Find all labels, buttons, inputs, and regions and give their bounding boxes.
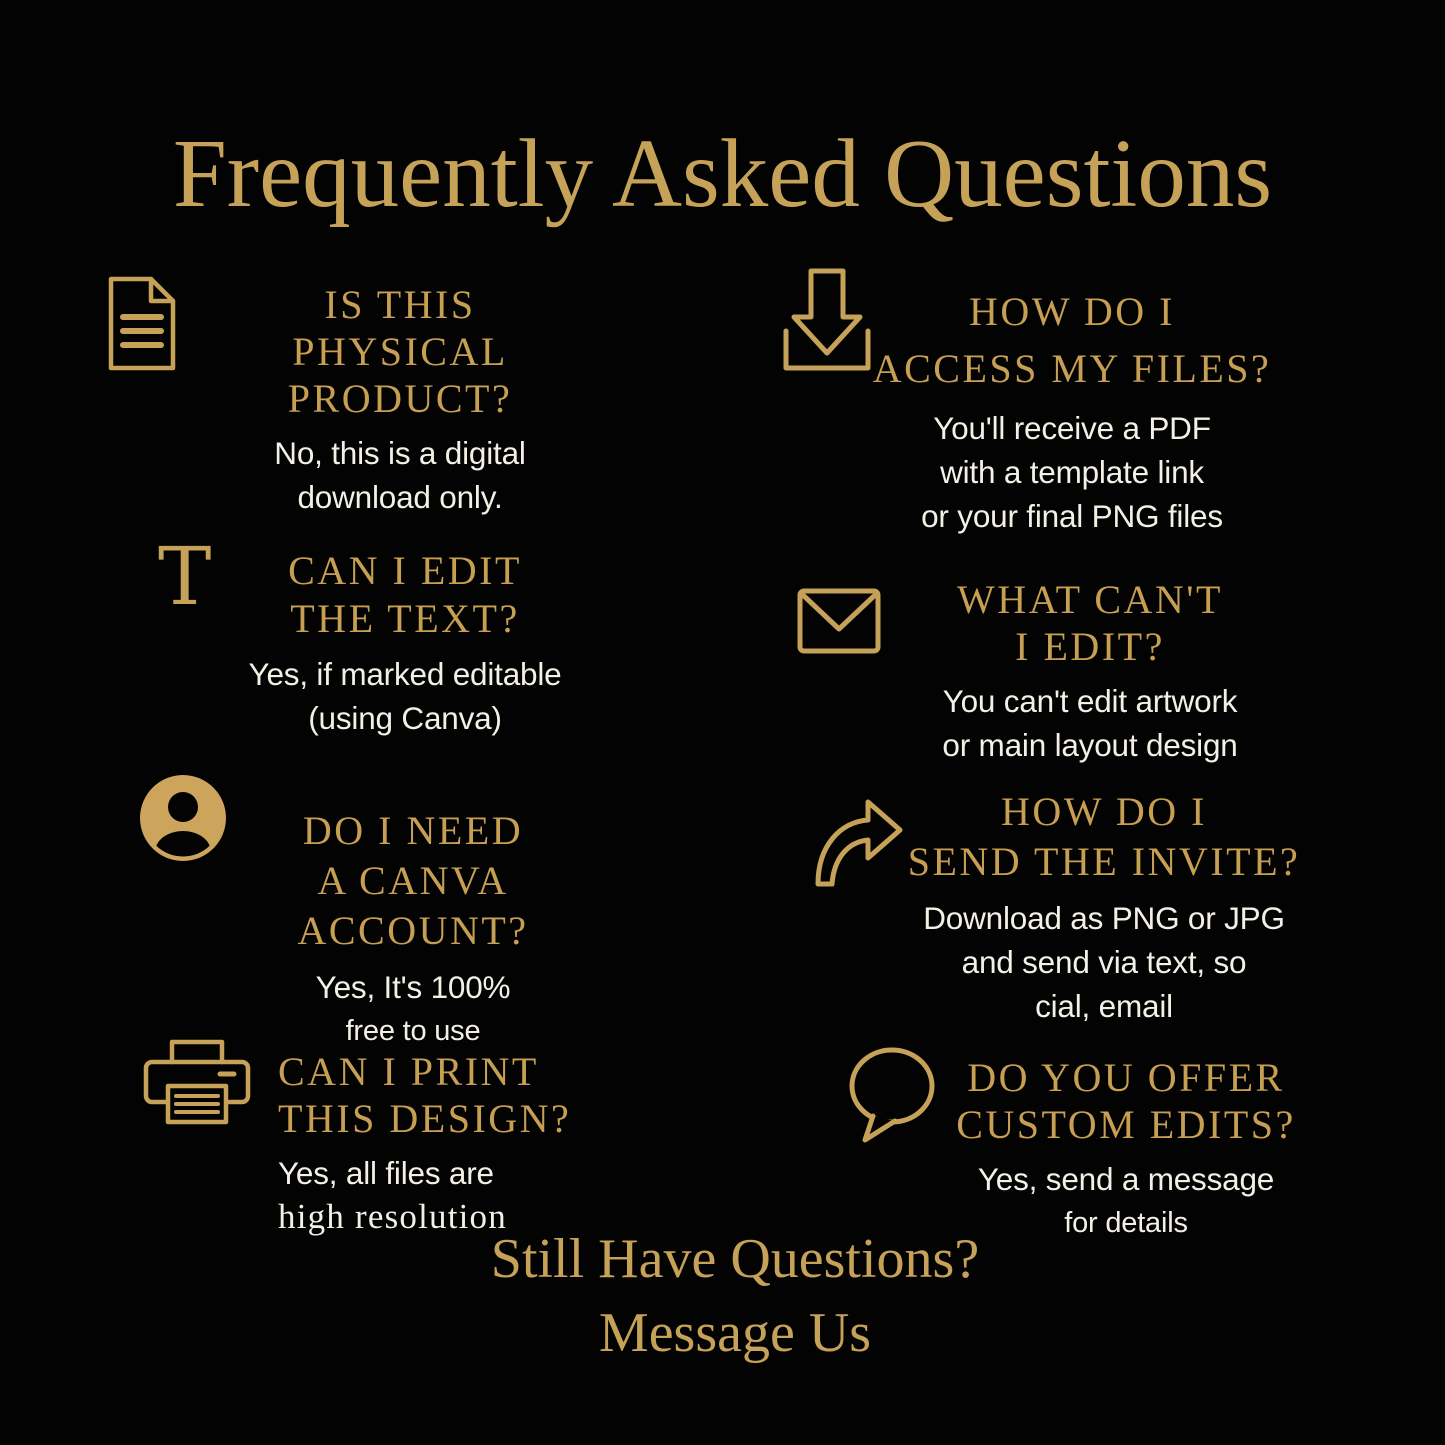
- question-line: SEND THE INVITE?: [907, 839, 1301, 884]
- faq-item-edit-text: [195, 547, 615, 740]
- answer-line: Yes, if marked editable: [248, 656, 562, 692]
- answer-line: cial, email: [1035, 988, 1173, 1024]
- faq-question: [195, 547, 615, 643]
- faq-item-physical-product: [190, 281, 610, 519]
- answer-line: Download as PNG or JPG: [923, 900, 1285, 936]
- download-icon: [780, 267, 874, 373]
- footer-callout: [30, 1222, 1440, 1370]
- question-line: PHYSICAL PRODUCT?: [287, 329, 513, 421]
- faq-item-canva-account: [203, 806, 623, 1053]
- question-line: THIS DESIGN?: [278, 1096, 572, 1141]
- faq-item-print-design: [278, 1048, 628, 1239]
- question-line: I EDIT?: [1015, 624, 1165, 669]
- question-line: CAN I PRINT: [278, 1049, 539, 1094]
- footer-line: Message Us: [598, 1302, 872, 1364]
- answer-line: You can't edit artwork: [942, 683, 1238, 719]
- faq-answer: [862, 406, 1282, 538]
- question-line: HOW DO I: [969, 289, 1175, 334]
- document-icon: [105, 276, 179, 371]
- faq-answer: [195, 652, 615, 740]
- faq-item-what-cant-edit: [880, 576, 1300, 767]
- answer-line: You'll receive a PDF: [933, 410, 1211, 446]
- answer-line: download only.: [297, 479, 503, 515]
- envelope-icon: [797, 588, 881, 655]
- answer-line: No, this is a digital: [274, 435, 526, 471]
- answer-line: with a template link: [940, 454, 1204, 490]
- faq-answer: [880, 679, 1300, 767]
- question-line: CAN I EDIT: [288, 548, 522, 593]
- faq-question: [894, 787, 1314, 887]
- faq-item-access-files: [862, 283, 1282, 538]
- faq-question: [880, 576, 1300, 670]
- faq-item-custom-edits: [916, 1054, 1336, 1245]
- answer-line: or your final PNG files: [921, 498, 1223, 534]
- faq-answer: [190, 431, 610, 519]
- answer-line: Yes, all files are: [278, 1155, 494, 1191]
- question-line: WHAT CAN'T: [957, 577, 1223, 622]
- question-line: HOW DO I: [1001, 789, 1207, 834]
- faq-question: [190, 281, 610, 422]
- answer-line: (using Canva): [308, 700, 502, 736]
- faq-question: [862, 283, 1282, 397]
- answer-line: and send via text, so: [961, 944, 1247, 980]
- question-line: CUSTOM EDITS?: [956, 1102, 1296, 1147]
- faq-answer: [203, 965, 623, 1053]
- faq-answer: [894, 896, 1314, 1028]
- answer-line: high resolution: [278, 1197, 507, 1236]
- question-line: DO I NEED: [302, 808, 524, 853]
- answer-line: or main layout design: [942, 727, 1238, 763]
- question-line: A CANVA ACCOUNT?: [297, 858, 529, 953]
- faq-question: [203, 806, 623, 956]
- faq-question: [916, 1054, 1336, 1148]
- answer-line: free to use: [345, 1015, 481, 1047]
- faq-question: [278, 1048, 628, 1142]
- text-icon: T: [158, 530, 212, 623]
- faq-item-send-invite: [894, 787, 1314, 1028]
- question-line: DO YOU OFFER: [967, 1055, 1285, 1100]
- page-title: Frequently Asked Questions: [172, 120, 1273, 227]
- answer-line: Yes, send a message: [977, 1161, 1275, 1197]
- answer-line: for details: [1064, 1207, 1188, 1239]
- question-line: ACCESS MY FILES?: [872, 346, 1272, 391]
- share-icon: [808, 790, 904, 890]
- footer-line: Still Have Questions?: [490, 1228, 980, 1290]
- question-line: THE TEXT?: [290, 596, 520, 641]
- answer-line: Yes, It's 100%: [315, 969, 511, 1005]
- question-line: IS THIS: [324, 282, 476, 327]
